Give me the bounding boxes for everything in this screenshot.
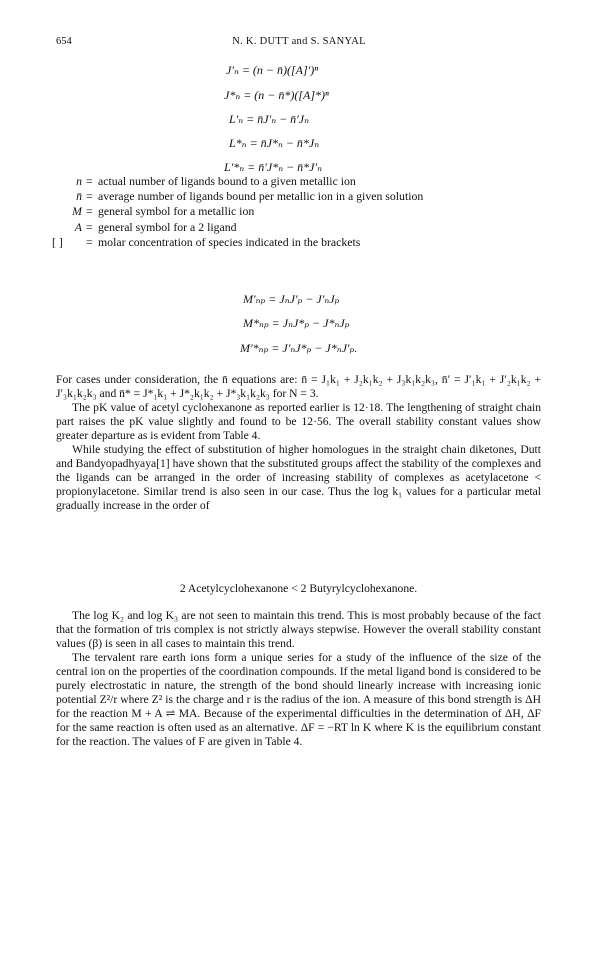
definition-row xyxy=(56,220,546,235)
equation: L′ₙ = n̄J′ₙ − n̄′Jₙ xyxy=(229,112,309,126)
paragraph: While studying the effect of substitution of higher homologues in the straight chain diketones, Dutt and Bandyopadhyaya[1] have shown that the substituted groups affect the stability of the complexes and the ligands can be arranged in the order of increasing stability of complexes as acetylacetone < propionylacetone. Similar trend is also seen in our case. Thus the log k₁ values for a particular metal gradually increase in the order of xyxy=(56,443,541,513)
equals-sign: = xyxy=(86,219,93,234)
equation: J*ₙ = (n − n̄*)([A]*)ⁿ xyxy=(224,88,329,102)
inequality-line: 2 Acetylcyclohexanone < 2 Butyrylcyclohexanone. xyxy=(179,582,418,595)
definition-text: average number of ligands bound per metallic ion in a given solution xyxy=(98,189,424,204)
equation: M*ₙₚ = JₙJ*ₚ − J*ₙJₚ xyxy=(243,316,350,330)
definition-symbol: n xyxy=(76,174,82,188)
paragraph: The tervalent rare earth ions form a unique series for a study of the influence of the size of the central ion on the properties of the coordination compounds. If the metal ligand bond is considered to be purely electrostatic in nature, the strength of the bond should linearly increase with increasing ionic potential Z²/r where Z² is the charge and r is the radius of the ion. A measure of this bond strength is ΔH for the reaction M + A ⇌ MA. Because of the experimental difficulties in the determination of ΔH, ΔF for the same reaction is often used as an alternative. ΔF = −RT ln K where K is the equilibrium constant for the reaction. The values of F are given in Table 4. xyxy=(56,651,541,749)
definition-symbol: A xyxy=(74,219,82,234)
paragraph: For cases under consideration, the n̄ equations are: n̄ = J₁k₁ + J₂k₁k₂ + J₃k₁k₂k₃, n̄′ = J′₁k₁ + J′₂k₁k₂ + J′₃k₁k₂k₃ and n̄* = J*₁k₁ + J*₂k₁k₂ + J*₃k₁k₂k₃ for N = 3. xyxy=(56,373,541,401)
definition-row xyxy=(52,234,546,250)
equals-sign: = xyxy=(86,174,93,188)
paragraph: The pK value of acetyl cyclohexanone as reported earlier is 12·18. The lengthening of straight chain part raises the pK value slightly and found to be 12·56. The overall stability constant values show greater departure as is evident from Table 4. xyxy=(56,401,541,443)
equation: J′ₙ = (n − n̄)([A]′)ⁿ xyxy=(226,63,319,77)
definition-row xyxy=(56,189,546,204)
paragraph: The log K₂ and log K₃ are not seen to maintain this trend. This is most probably because of the fact that the formation of tris complex is not strictly always stepwise. However the overall stability constant values (β) is seen in all cases to maintain this trend. xyxy=(56,609,541,651)
definition-text: actual number of ligands bound to a given metallic ion xyxy=(98,174,356,188)
equation: L′*ₙ = n̄′J*ₙ − n̄*J′ₙ xyxy=(224,160,322,174)
page-number: 654 xyxy=(56,36,72,47)
definition-text: molar concentration of species indicated in the brackets xyxy=(98,234,361,249)
body-text-upper xyxy=(56,373,541,513)
definition-text: general symbol for a metallic ion xyxy=(98,204,255,219)
definition-text: general symbol for a 2 ligand xyxy=(98,219,237,234)
equals-sign: = xyxy=(86,204,93,219)
symbol-definitions xyxy=(52,174,546,250)
equals-sign: = xyxy=(86,234,93,249)
definition-symbol: M xyxy=(72,204,82,219)
page-header xyxy=(56,36,542,52)
definition-row xyxy=(56,204,546,219)
equation: L*ₙ = n̄J*ₙ − n̄*Jₙ xyxy=(229,136,320,150)
equation: M′*ₙₚ = J′ₙJ*ₚ − J*ₙJ′ₚ. xyxy=(240,341,358,355)
equals-sign: = xyxy=(86,189,93,204)
body-text-lower xyxy=(56,609,541,749)
definition-symbol: n̄ xyxy=(76,189,82,204)
running-head: N. K. DUTT and S. SANYAL xyxy=(232,36,366,47)
equation: M′ₙₚ = JₙJ′ₚ − J′ₙJₚ xyxy=(243,292,340,306)
definition-symbol: [ ] xyxy=(52,234,63,249)
definition-row xyxy=(56,174,546,189)
